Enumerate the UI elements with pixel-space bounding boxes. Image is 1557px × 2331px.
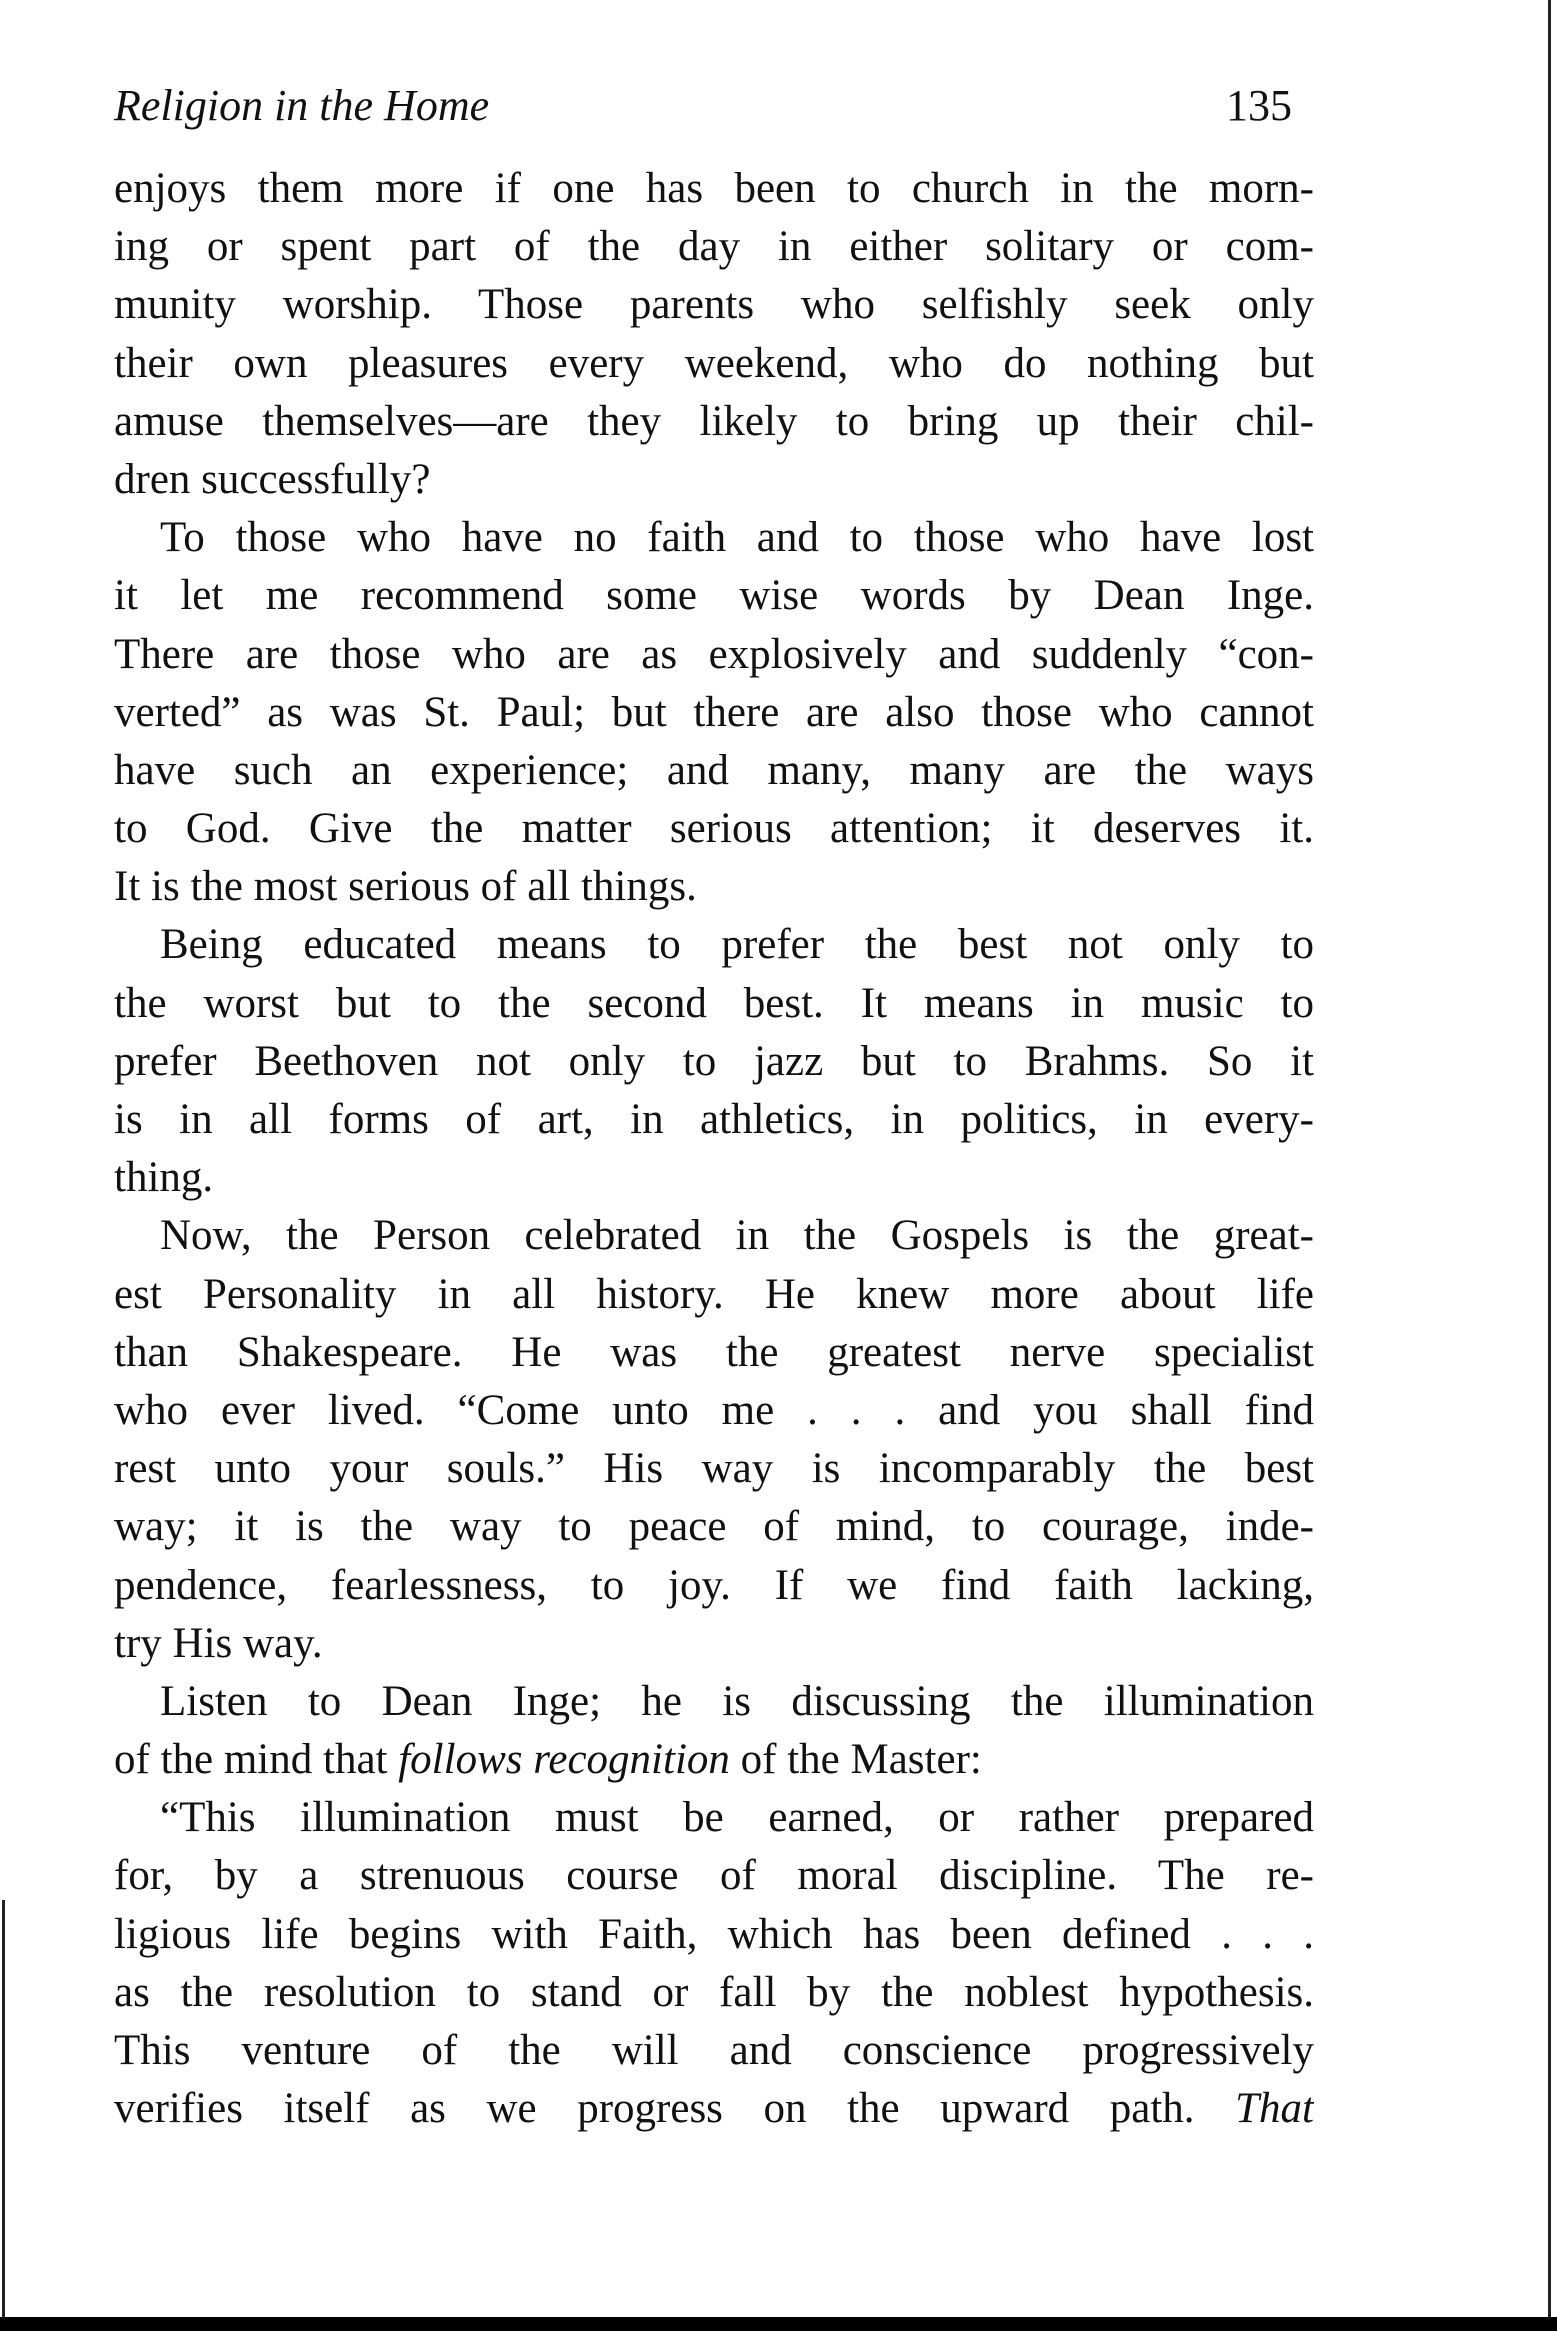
text-line <box>114 1266 1314 1324</box>
text-line <box>114 1440 1314 1498</box>
text-line <box>114 218 1314 276</box>
text-segment: There are those who are as explosively and suddenly “con- <box>114 630 1314 678</box>
text-segment: as the resolution to stand or fall by the noblest hypothesis. <box>114 1968 1314 2016</box>
text-line <box>114 1033 1314 1091</box>
text-line <box>114 1382 1314 1440</box>
text-line <box>114 2022 1314 2080</box>
text-segment: To those who have no faith and to those who have lost <box>160 514 1314 562</box>
italic-text: That <box>1235 2085 1314 2133</box>
text-segment: pendence, fearlessness, to joy. If we find faith lacking, <box>114 1561 1314 1609</box>
text-segment: rest unto your souls.” His way is incomparably the best <box>114 1445 1314 1493</box>
text-segment: for, by a strenuous course of moral discipline. The re- <box>114 1852 1314 1900</box>
text-segment: Being educated means to prefer the best not only to <box>160 921 1314 969</box>
text-line <box>114 1557 1314 1615</box>
text-segment: enjoys them more if one has been to church in the morn- <box>114 165 1314 212</box>
italic-text: follows recognition <box>398 1736 730 1784</box>
text-segment: verted” as was St. Paul; but there are also those who cannot <box>114 688 1314 736</box>
text-line <box>114 1906 1314 1964</box>
text-segment: ing or spent part of the day in either solitary or com- <box>114 223 1314 271</box>
text-segment: the worst but to the second best. It means in music to <box>114 979 1314 1027</box>
text-line <box>114 1847 1314 1905</box>
text-segment: who ever lived. “Come unto me . . . and you shall find <box>114 1386 1314 1434</box>
text-line <box>114 509 1314 567</box>
text-segment: verifies itself as we progress on the upward path. <box>114 2085 1236 2133</box>
text-line <box>114 1324 1314 1382</box>
text-line <box>114 1673 1314 1731</box>
text-line <box>114 1789 1314 1847</box>
text-line <box>114 1731 1314 1789</box>
text-segment: ligious life begins with Faith, which has been defined . . . <box>114 1910 1314 1958</box>
text-segment: Listen to Dean Inge; he is discussing the illumination <box>160 1677 1314 1725</box>
page-edge-right <box>1548 0 1551 2331</box>
text-segment: of the mind that <box>114 1736 399 1784</box>
page-number: 135 <box>1226 81 1292 130</box>
text-line <box>114 451 1314 509</box>
text-segment: have such an experience; and many, many are the ways <box>114 746 1314 794</box>
text-line <box>114 626 1314 684</box>
text-line <box>114 1964 1314 2022</box>
page-header <box>114 80 1314 140</box>
text-segment: to God. Give the matter serious attention; it deserves it. <box>114 805 1314 853</box>
scan-border-bottom <box>0 2317 1557 2331</box>
page-edge-left <box>2 1900 5 2320</box>
text-segment: dren successfully? <box>114 455 431 503</box>
text-segment: This venture of the will and conscience progressively <box>114 2027 1314 2074</box>
text-line <box>114 1615 1314 1673</box>
text-segment: prefer Beethoven not only to jazz but to Brahms. So it <box>114 1037 1314 1085</box>
text-line <box>114 2080 1314 2138</box>
text-line <box>114 276 1314 334</box>
text-line <box>114 684 1314 742</box>
running-title: Religion in the Home <box>114 81 490 130</box>
text-segment: their own pleasures every weekend, who do nothing but <box>114 339 1314 387</box>
text-segment: est Personality in all history. He knew more about life <box>114 1270 1314 1318</box>
text-segment: It is the most serious of all things. <box>114 863 697 911</box>
text-segment: way; it is the way to peace of mind, to courage, inde- <box>114 1503 1314 1551</box>
text-line <box>114 1091 1314 1149</box>
text-line <box>114 393 1314 451</box>
text-segment: try His way. <box>114 1619 323 1667</box>
text-line <box>114 335 1314 393</box>
text-line <box>114 916 1314 974</box>
text-segment: it let me recommend some wise words by Dean Inge. <box>114 572 1314 620</box>
text-segment: than Shakespeare. He was the greatest nerve specialist <box>114 1328 1314 1376</box>
text-line <box>114 975 1314 1033</box>
text-line <box>114 800 1314 858</box>
text-segment: thing. <box>114 1154 214 1202</box>
body-text <box>114 160 1314 2138</box>
text-line <box>114 1498 1314 1556</box>
text-segment: “This illumination must be earned, or rather prepared <box>160 1794 1314 1842</box>
text-segment: is in all forms of art, in athletics, in politics, in every- <box>114 1096 1314 1143</box>
text-line <box>114 567 1314 625</box>
text-segment: munity worship. Those parents who selfishly seek only <box>114 281 1314 329</box>
text-line <box>114 858 1314 916</box>
text-line <box>114 160 1314 218</box>
text-line <box>114 742 1314 800</box>
text-segment: Now, the Person celebrated in the Gospels is the great- <box>160 1212 1314 1260</box>
text-segment: of the Master: <box>729 1736 982 1784</box>
text-line <box>114 1207 1314 1265</box>
text-segment: amuse themselves—are they likely to bring up their chil- <box>114 397 1314 445</box>
text-line <box>114 1149 1314 1207</box>
